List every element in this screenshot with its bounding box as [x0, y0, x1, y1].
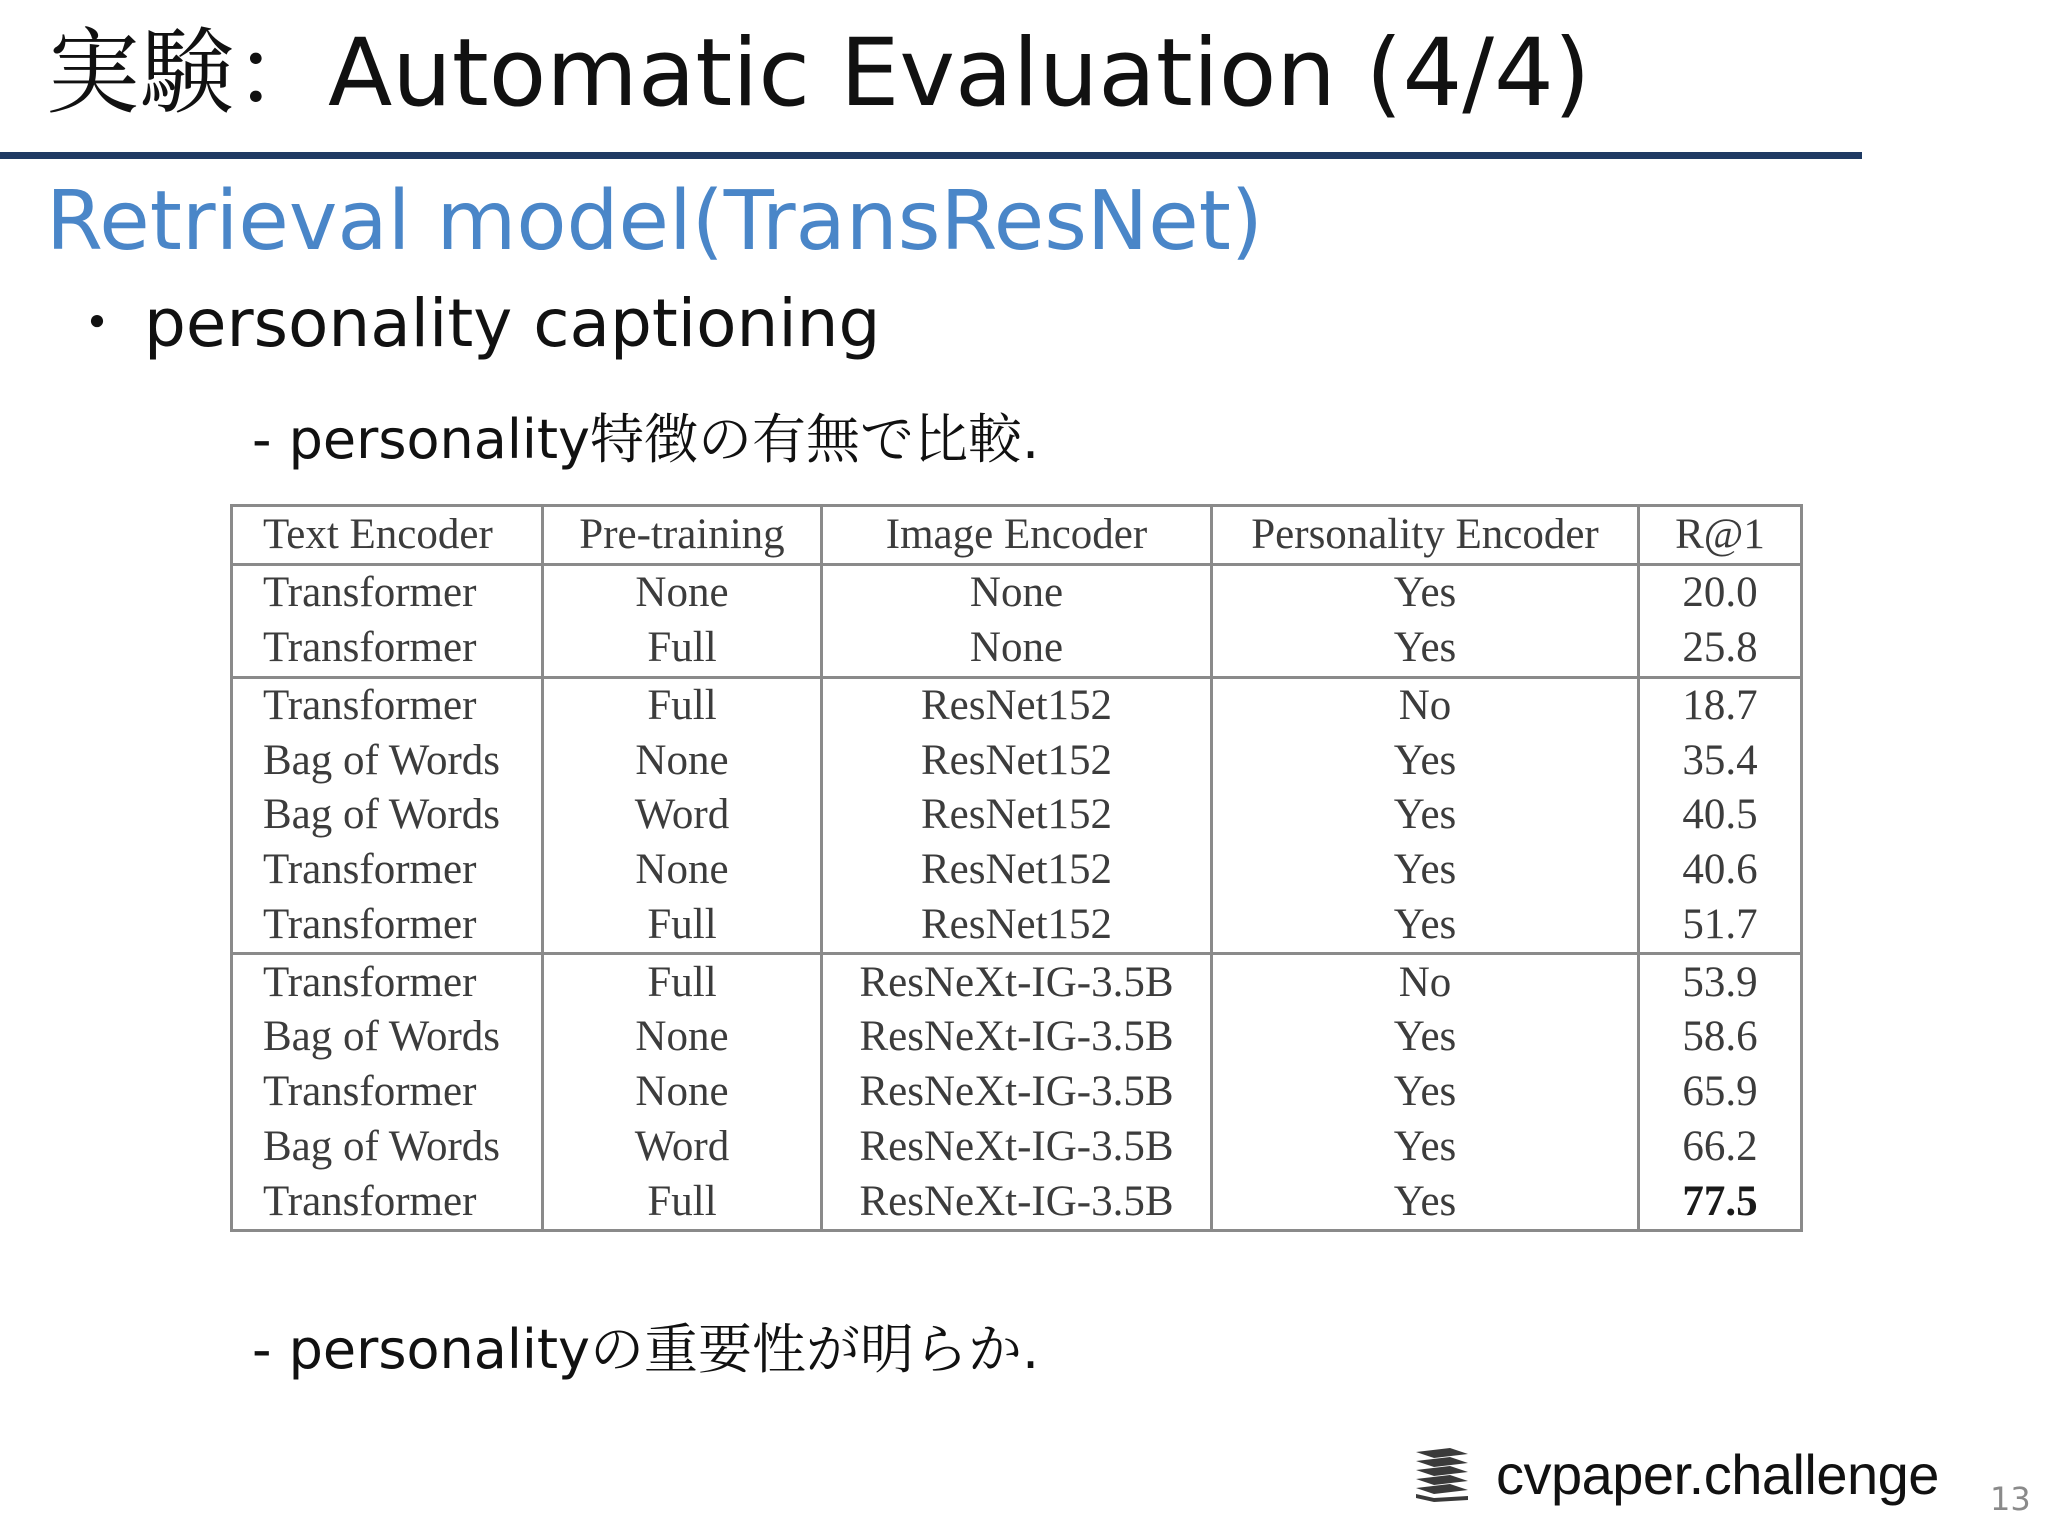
text-encoder-cell: Bag of Words — [232, 1119, 543, 1174]
personality-encoder-cell: Yes — [1212, 788, 1639, 843]
personality-encoder-cell: Yes — [1212, 843, 1639, 898]
bullet-marker: ・ — [64, 285, 130, 362]
table-row — [232, 788, 1802, 843]
logo-text: cvpaper.challenge — [1496, 1442, 1939, 1506]
r-at-1-cell: 40.6 — [1639, 843, 1802, 898]
comparison-note: - personality特徴の有無で比較. — [252, 408, 1040, 471]
column-header: Personality Encoder — [1212, 506, 1639, 565]
image-encoder-cell: ResNeXt-IG-3.5B — [822, 954, 1212, 1010]
personality-encoder-cell: No — [1212, 677, 1639, 733]
r-at-1-cell: 51.7 — [1639, 897, 1802, 953]
column-header: Pre-training — [543, 506, 822, 565]
r-at-1-cell: 18.7 — [1639, 677, 1802, 733]
personality-encoder-cell: Yes — [1212, 1010, 1639, 1065]
table-row — [232, 843, 1802, 898]
table-row — [232, 1119, 1802, 1174]
text-encoder-cell: Transformer — [232, 954, 543, 1010]
pretraining-cell: None — [543, 1010, 822, 1065]
r-at-1-cell: 53.9 — [1639, 954, 1802, 1010]
bullet-text: personality captioning — [144, 285, 881, 362]
r-at-1-cell: 25.8 — [1639, 621, 1802, 677]
image-encoder-cell: ResNet152 — [822, 843, 1212, 898]
text-encoder-cell: Transformer — [232, 897, 543, 953]
column-header: Text Encoder — [232, 506, 543, 565]
r-at-1-cell: 35.4 — [1639, 733, 1802, 788]
table-header-row — [232, 506, 1802, 565]
bullet-item — [64, 284, 880, 364]
r-at-1-cell: 20.0 — [1639, 565, 1802, 621]
table-row — [232, 954, 1802, 1010]
table-row — [232, 1065, 1802, 1120]
table-row — [232, 733, 1802, 788]
text-encoder-cell: Bag of Words — [232, 788, 543, 843]
image-encoder-cell: ResNeXt-IG-3.5B — [822, 1065, 1212, 1120]
personality-encoder-cell: Yes — [1212, 565, 1639, 621]
r-at-1-cell: 40.5 — [1639, 788, 1802, 843]
text-encoder-cell: Bag of Words — [232, 1010, 543, 1065]
column-header: R@1 — [1639, 506, 1802, 565]
pretraining-cell: Full — [543, 897, 822, 953]
text-encoder-cell: Transformer — [232, 677, 543, 733]
text-encoder-cell: Transformer — [232, 1174, 543, 1230]
page-number: 13 — [1990, 1480, 2031, 1518]
personality-encoder-cell: Yes — [1212, 1065, 1639, 1120]
pretraining-cell: None — [543, 565, 822, 621]
pretraining-cell: None — [543, 733, 822, 788]
image-encoder-cell: None — [822, 565, 1212, 621]
r-at-1-cell: 65.9 — [1639, 1065, 1802, 1120]
personality-encoder-cell: Yes — [1212, 621, 1639, 677]
personality-encoder-cell: Yes — [1212, 897, 1639, 953]
slide-title: 実験：Automatic Evaluation (4/4) — [46, 19, 1591, 128]
text-encoder-cell: Transformer — [232, 621, 543, 677]
text-encoder-cell: Bag of Words — [232, 733, 543, 788]
r-at-1-cell: 77.5 — [1639, 1174, 1802, 1230]
pretraining-cell: Full — [543, 1174, 822, 1230]
text-encoder-cell: Transformer — [232, 1065, 543, 1120]
image-encoder-cell: ResNeXt-IG-3.5B — [822, 1174, 1212, 1230]
r-at-1-cell: 58.6 — [1639, 1010, 1802, 1065]
table-row — [232, 1010, 1802, 1065]
table-body — [232, 565, 1802, 1231]
image-encoder-cell: ResNeXt-IG-3.5B — [822, 1010, 1212, 1065]
pretraining-cell: None — [543, 1065, 822, 1120]
results-table — [230, 504, 1803, 1232]
title-divider — [0, 152, 1862, 159]
personality-encoder-cell: Yes — [1212, 733, 1639, 788]
pretraining-cell: Full — [543, 677, 822, 733]
conclusion-note: - personalityの重要性が明らか. — [252, 1318, 1040, 1381]
pretraining-cell: Full — [543, 954, 822, 1010]
image-encoder-cell: ResNet152 — [822, 788, 1212, 843]
image-encoder-cell: ResNet152 — [822, 733, 1212, 788]
cvpaper-challenge-logo — [1410, 1440, 1939, 1508]
image-encoder-cell: None — [822, 621, 1212, 677]
stacked-layers-icon — [1410, 1446, 1474, 1502]
table-row — [232, 621, 1802, 677]
personality-encoder-cell: Yes — [1212, 1174, 1639, 1230]
pretraining-cell: None — [543, 843, 822, 898]
table-row — [232, 565, 1802, 621]
image-encoder-cell: ResNet152 — [822, 677, 1212, 733]
table-row — [232, 677, 1802, 733]
column-header: Image Encoder — [822, 506, 1212, 565]
pretraining-cell: Word — [543, 1119, 822, 1174]
image-encoder-cell: ResNet152 — [822, 897, 1212, 953]
section-heading: Retrieval model(TransResNet) — [46, 174, 1263, 269]
r-at-1-cell: 66.2 — [1639, 1119, 1802, 1174]
image-encoder-cell: ResNeXt-IG-3.5B — [822, 1119, 1212, 1174]
personality-encoder-cell: Yes — [1212, 1119, 1639, 1174]
personality-encoder-cell: No — [1212, 954, 1639, 1010]
text-encoder-cell: Transformer — [232, 565, 543, 621]
table-row — [232, 897, 1802, 953]
pretraining-cell: Full — [543, 621, 822, 677]
text-encoder-cell: Transformer — [232, 843, 543, 898]
table-row — [232, 1174, 1802, 1230]
pretraining-cell: Word — [543, 788, 822, 843]
